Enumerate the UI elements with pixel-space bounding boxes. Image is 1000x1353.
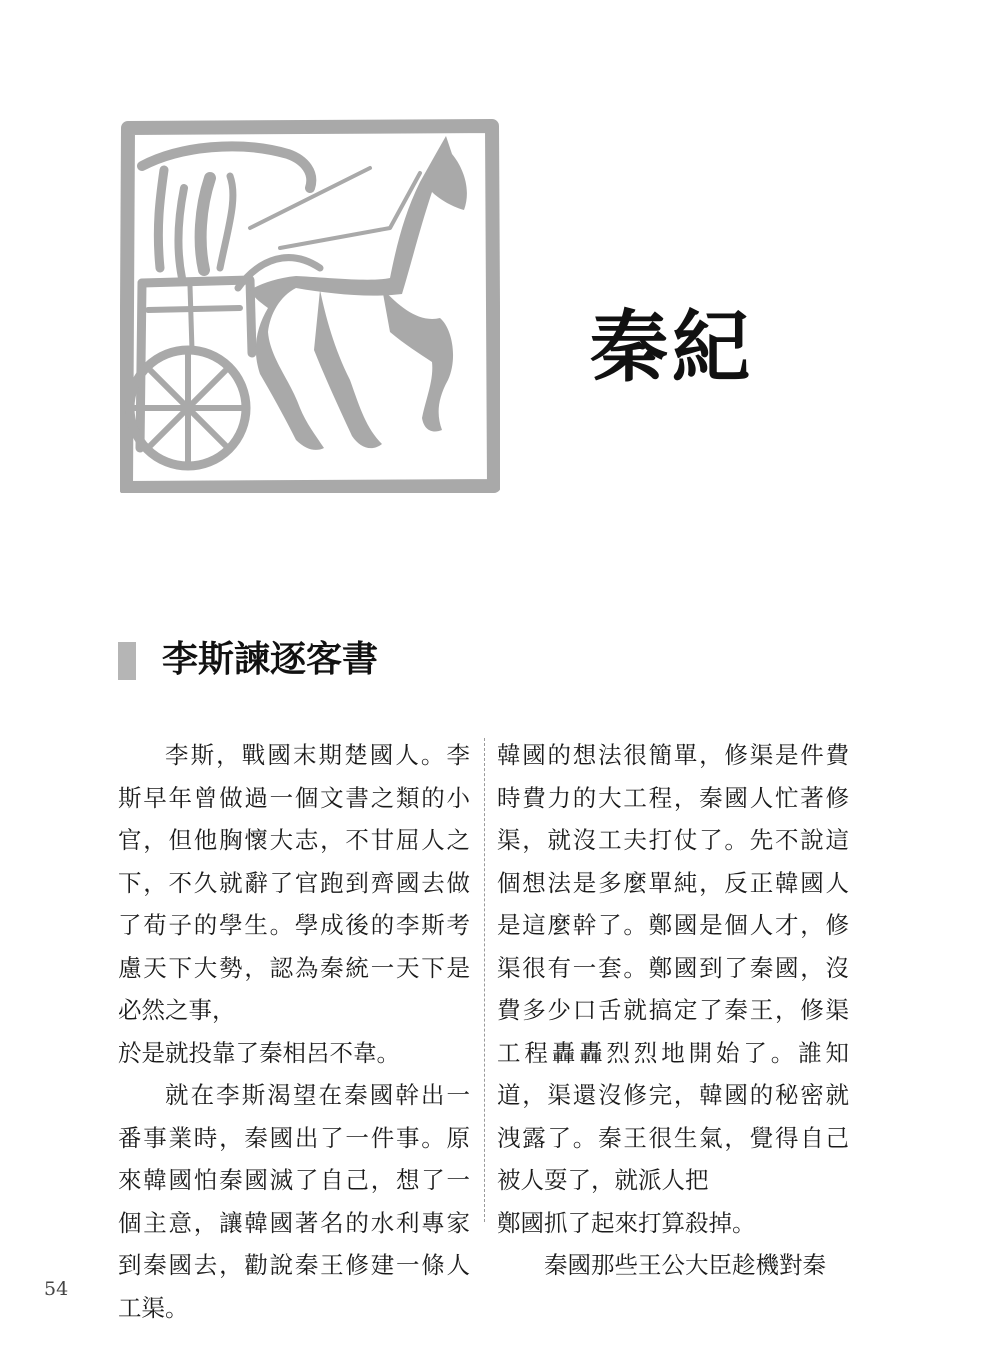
paragraph-text: 韓國的想法很簡單，修渠是件費時費力的大工程，秦國人忙著修渠，就沒工夫打仗了。先不說這個想法是多麼單純，反正韓國人是這麼幹了。鄭國是個人才，修渠很有一套。鄭國到了秦國，沒費多少口舌就搞定了秦王，修渠工程轟轟烈烈地開始了。誰知道，渠還沒修完，韓國的秘密就洩露了。秦王很生氣，覺得自己被人耍了，就派人把	[497, 741, 849, 1194]
section-marker-bar	[118, 642, 136, 680]
section-title: 李斯諫逐客書	[162, 639, 379, 680]
paragraph	[497, 734, 849, 1244]
chariot-horse-seal-icon	[120, 118, 500, 493]
paragraph-text: 就在李斯渴望在秦國幹出一番事業時，秦國出了一件事。原來韓國怕秦國滅了自己，想了一個主意，讓韓國著名的水利專家到秦國去，勸說秦王修建一條人工渠。	[118, 1081, 470, 1322]
paragraph	[118, 1074, 470, 1329]
column-divider	[484, 738, 485, 1222]
paragraph-text-tail: 鄭國抓了起來打算殺掉。	[497, 1208, 756, 1237]
paragraph-text-tail: 於是就投靠了秦相呂不韋。	[118, 1038, 400, 1067]
paragraph-text: 秦國那些王公大臣趁機對秦	[544, 1251, 826, 1279]
body-column-left	[118, 734, 470, 1329]
paragraph	[118, 734, 470, 1074]
body-column-right	[497, 734, 849, 1287]
paragraph	[497, 1244, 849, 1287]
page-number: 54	[44, 1278, 69, 1300]
chapter-title: 秦紀	[590, 302, 755, 393]
paragraph-text: 李斯，戰國末期楚國人。李斯早年曾做過一個文書之類的小官，但他胸懷大志，不甘屈人之下，不久就辭了官跑到齊國去做了荀子的學生。學成後的李斯考慮天下大勢，認為秦統一天下是必然之事，	[118, 741, 470, 1024]
